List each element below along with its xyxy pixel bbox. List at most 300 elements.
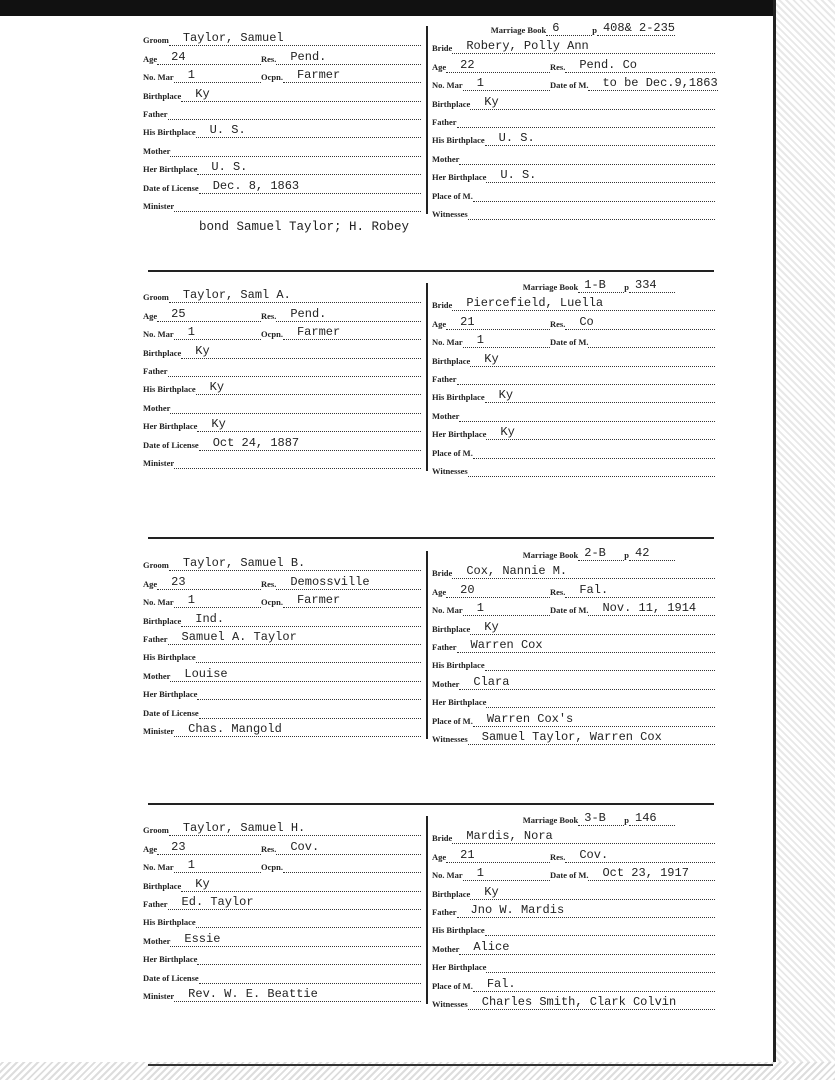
field-value bbox=[197, 686, 421, 700]
field-label: Place of M. bbox=[432, 190, 473, 201]
form-row bbox=[143, 377, 421, 395]
field-label: Witnesses bbox=[432, 998, 468, 1009]
form-field bbox=[261, 576, 421, 590]
form-field bbox=[143, 613, 421, 627]
form-field bbox=[432, 169, 715, 183]
form-field bbox=[550, 76, 718, 91]
field-label: Bride bbox=[432, 833, 453, 844]
form-row bbox=[432, 992, 715, 1010]
field-value: 21 bbox=[446, 316, 550, 330]
form-field bbox=[432, 463, 715, 477]
form-field bbox=[143, 381, 421, 395]
form-row bbox=[432, 403, 715, 421]
field-label: Marriage Book bbox=[522, 550, 579, 560]
form-field bbox=[432, 676, 715, 690]
bond-note: bond Samuel Taylor; H. Robey bbox=[199, 220, 410, 234]
field-value: Taylor, Samuel bbox=[169, 32, 421, 46]
form-field bbox=[432, 584, 550, 598]
form-field bbox=[143, 106, 421, 120]
form-row bbox=[432, 900, 715, 918]
form-field bbox=[143, 649, 421, 663]
field-label: p bbox=[624, 815, 629, 825]
record-separator bbox=[148, 270, 714, 272]
field-value: Ky bbox=[470, 886, 715, 900]
form-row bbox=[143, 719, 421, 737]
form-field bbox=[143, 631, 421, 645]
form-field bbox=[143, 363, 421, 377]
form-field bbox=[143, 326, 261, 340]
form-field bbox=[624, 547, 675, 561]
field-label: Date of M. bbox=[550, 870, 589, 881]
form-row bbox=[432, 918, 715, 936]
form-field bbox=[550, 334, 715, 348]
field-value: to be Dec.9,1863 bbox=[588, 77, 717, 91]
column-divider bbox=[426, 816, 428, 1004]
field-value: Fal. bbox=[565, 584, 715, 598]
field-label: No. Mar bbox=[143, 329, 174, 340]
form-row bbox=[432, 863, 715, 881]
field-label: Birthplace bbox=[432, 623, 471, 634]
field-value: Taylor, Samuel H. bbox=[169, 822, 421, 836]
form-row bbox=[143, 340, 421, 358]
form-field bbox=[143, 723, 421, 737]
form-row bbox=[143, 645, 421, 663]
form-field bbox=[432, 151, 715, 165]
form-row bbox=[432, 955, 715, 973]
field-value: U. S. bbox=[486, 169, 715, 183]
form-field bbox=[143, 970, 421, 984]
marriage-book-ref bbox=[432, 18, 715, 36]
field-value: Fal. bbox=[473, 978, 715, 992]
field-value bbox=[197, 951, 421, 965]
field-value bbox=[196, 649, 421, 663]
field-label: Minister bbox=[143, 990, 175, 1001]
field-value bbox=[457, 114, 715, 128]
field-label: Res. bbox=[550, 318, 566, 329]
field-value bbox=[468, 206, 715, 220]
form-row bbox=[432, 561, 715, 579]
field-label: p bbox=[592, 25, 597, 35]
field-value: Farmer bbox=[283, 326, 421, 340]
form-row bbox=[143, 892, 421, 910]
field-label: Mother bbox=[432, 943, 460, 954]
field-label: Date of M. bbox=[550, 605, 589, 616]
field-label: Her Birthplace bbox=[143, 954, 198, 965]
field-value: Ky bbox=[181, 878, 421, 892]
field-label: Res. bbox=[261, 53, 277, 64]
form-field bbox=[550, 316, 715, 330]
form-row bbox=[143, 590, 421, 608]
field-value: Ky bbox=[181, 345, 421, 359]
form-field bbox=[432, 297, 715, 311]
field-value: Taylor, Samuel B. bbox=[169, 557, 421, 571]
form-row bbox=[432, 422, 715, 440]
field-label: Groom bbox=[143, 825, 169, 836]
field-value: Taylor, Saml A. bbox=[169, 289, 421, 303]
field-value: Ind. bbox=[181, 613, 421, 627]
form-field bbox=[550, 59, 715, 73]
field-label: Her Birthplace bbox=[432, 429, 487, 440]
field-label: No. Mar bbox=[143, 862, 174, 873]
field-value: 1 bbox=[174, 326, 261, 340]
field-label: No. Mar bbox=[432, 605, 463, 616]
form-field bbox=[143, 988, 421, 1002]
form-row bbox=[432, 73, 718, 91]
form-field bbox=[143, 686, 421, 700]
field-value bbox=[473, 188, 715, 202]
form-row bbox=[143, 138, 421, 156]
form-row bbox=[432, 708, 715, 726]
form-field bbox=[261, 841, 421, 855]
form-field bbox=[143, 705, 421, 719]
form-row bbox=[432, 293, 715, 311]
form-field bbox=[432, 132, 715, 146]
field-value bbox=[170, 400, 421, 414]
field-value: Pend. bbox=[276, 308, 421, 322]
form-row bbox=[432, 183, 715, 201]
field-value bbox=[283, 859, 421, 873]
marriage-book-page: 408& 2-235 bbox=[597, 22, 675, 36]
form-field bbox=[523, 812, 624, 826]
field-label: Her Birthplace bbox=[432, 962, 487, 973]
form-field bbox=[432, 657, 715, 671]
field-label: His Birthplace bbox=[432, 392, 485, 403]
marriage-book-number: 2-B bbox=[578, 547, 624, 561]
field-value: Cov. bbox=[565, 849, 715, 863]
field-label: Bride bbox=[432, 568, 453, 579]
field-value bbox=[168, 363, 421, 377]
field-value bbox=[170, 143, 421, 157]
form-row bbox=[432, 653, 715, 671]
field-label: His Birthplace bbox=[432, 660, 485, 671]
field-value: 22 bbox=[446, 59, 550, 73]
field-label: Date of License bbox=[143, 439, 199, 450]
field-value: Ed. Taylor bbox=[168, 896, 421, 910]
form-row bbox=[143, 965, 421, 983]
form-field bbox=[550, 867, 715, 881]
form-row bbox=[432, 973, 715, 991]
form-row bbox=[143, 700, 421, 718]
form-field bbox=[432, 59, 550, 73]
field-label: Res. bbox=[550, 851, 566, 862]
field-value: Oct 24, 1887 bbox=[199, 437, 421, 451]
column-divider bbox=[426, 551, 428, 739]
field-label: Marriage Book bbox=[490, 25, 547, 35]
form-row bbox=[432, 36, 715, 54]
field-label: Birthplace bbox=[143, 615, 182, 626]
field-value: Ky bbox=[197, 418, 421, 432]
form-field bbox=[143, 345, 421, 359]
form-row bbox=[143, 663, 421, 681]
field-label: Her Birthplace bbox=[432, 697, 487, 708]
form-field bbox=[432, 206, 715, 220]
field-label: Father bbox=[143, 633, 168, 644]
form-row bbox=[143, 65, 421, 83]
field-label: Mother bbox=[143, 935, 171, 946]
form-field bbox=[432, 188, 715, 202]
field-label: Birthplace bbox=[143, 880, 182, 891]
form-row bbox=[432, 367, 715, 385]
form-row bbox=[432, 330, 715, 348]
field-label: p bbox=[624, 550, 629, 560]
form-field bbox=[143, 668, 421, 682]
field-label: Father bbox=[143, 898, 168, 909]
form-field bbox=[432, 77, 550, 91]
form-field bbox=[143, 400, 421, 414]
field-value: Ky bbox=[196, 381, 421, 395]
form-field bbox=[432, 426, 715, 440]
field-label: Age bbox=[432, 851, 447, 862]
form-field bbox=[432, 867, 550, 881]
form-field bbox=[432, 334, 550, 348]
field-label: Bride bbox=[432, 300, 453, 311]
field-label: Father bbox=[432, 116, 457, 127]
field-label: Witnesses bbox=[432, 465, 468, 476]
groom-column bbox=[143, 285, 421, 469]
form-field bbox=[550, 602, 715, 616]
field-label: Birthplace bbox=[432, 888, 471, 899]
field-label: Birthplace bbox=[143, 347, 182, 358]
marriage-book-page: 334 bbox=[629, 279, 675, 293]
form-row bbox=[432, 826, 715, 844]
field-value: Ky bbox=[470, 353, 715, 367]
form-field bbox=[432, 40, 715, 54]
field-value: Ky bbox=[181, 88, 421, 102]
field-label: No. Mar bbox=[432, 80, 463, 91]
field-value: Clara bbox=[459, 676, 715, 690]
field-label: Her Birthplace bbox=[143, 689, 198, 700]
form-row bbox=[432, 727, 715, 745]
form-field bbox=[143, 180, 421, 194]
field-value: Mardis, Nora bbox=[452, 830, 715, 844]
field-value: 20 bbox=[446, 584, 550, 598]
field-value bbox=[485, 922, 715, 936]
field-label: Ocpn. bbox=[261, 329, 283, 340]
form-row bbox=[143, 608, 421, 626]
form-field bbox=[432, 978, 715, 992]
field-value: 1 bbox=[174, 69, 261, 83]
form-row bbox=[432, 459, 715, 477]
form-field bbox=[624, 812, 675, 826]
field-value: Warren Cox's bbox=[473, 713, 715, 727]
form-row bbox=[432, 440, 715, 458]
field-label: Minister bbox=[143, 725, 175, 736]
field-value bbox=[199, 705, 421, 719]
field-label: No. Mar bbox=[432, 870, 463, 881]
form-field bbox=[550, 849, 715, 863]
field-label: Res. bbox=[261, 843, 277, 854]
marriage-book-number: 1-B bbox=[578, 279, 624, 293]
field-value: U. S. bbox=[196, 124, 421, 138]
field-value bbox=[457, 371, 715, 385]
form-row bbox=[432, 671, 715, 689]
form-field bbox=[523, 279, 624, 293]
field-value: 1 bbox=[463, 867, 550, 881]
field-label: Groom bbox=[143, 292, 169, 303]
field-value: U. S. bbox=[485, 132, 715, 146]
scan-edge-noise bbox=[776, 0, 835, 1080]
field-value bbox=[174, 455, 421, 469]
form-row bbox=[143, 984, 421, 1002]
field-label: Father bbox=[143, 365, 168, 376]
form-field bbox=[143, 124, 421, 138]
field-label: Age bbox=[432, 318, 447, 329]
field-value: Charles Smith, Clark Colvin bbox=[468, 996, 715, 1010]
field-value bbox=[168, 106, 421, 120]
form-field bbox=[143, 878, 421, 892]
form-field bbox=[143, 161, 421, 175]
form-field bbox=[143, 69, 261, 83]
marriage-book-ref bbox=[432, 808, 715, 826]
field-value: Oct 23, 1917 bbox=[588, 867, 715, 881]
form-field bbox=[261, 326, 421, 340]
column-divider bbox=[426, 283, 428, 471]
form-row bbox=[143, 414, 421, 432]
form-field bbox=[432, 565, 715, 579]
field-value: 1 bbox=[463, 334, 550, 348]
field-label: Date of License bbox=[143, 972, 199, 983]
field-label: Age bbox=[143, 53, 158, 64]
form-row bbox=[432, 110, 715, 128]
form-row bbox=[143, 451, 421, 469]
field-value: Piercefield, Luella bbox=[452, 297, 715, 311]
field-label: Age bbox=[143, 578, 158, 589]
form-row bbox=[432, 579, 715, 597]
form-field bbox=[432, 114, 715, 128]
field-label: Ocpn. bbox=[261, 597, 283, 608]
field-label: Age bbox=[432, 586, 447, 597]
field-value: Pend. bbox=[276, 51, 421, 65]
form-row bbox=[432, 881, 715, 899]
marriage-book-ref bbox=[432, 543, 715, 561]
field-label: Mother bbox=[432, 410, 460, 421]
field-label: Date of M. bbox=[550, 337, 589, 348]
bride-column bbox=[432, 543, 715, 745]
field-value: Warren Cox bbox=[457, 639, 715, 653]
field-label: His Birthplace bbox=[432, 135, 485, 146]
form-field bbox=[143, 289, 421, 303]
form-row bbox=[143, 553, 421, 571]
field-value bbox=[486, 694, 715, 708]
field-label: Father bbox=[432, 906, 457, 917]
form-field bbox=[432, 353, 715, 367]
field-label: Place of M. bbox=[432, 447, 473, 458]
field-label: Date of License bbox=[143, 707, 199, 718]
scan-top-border bbox=[0, 0, 835, 16]
field-value: Rev. W. E. Beattie bbox=[174, 988, 421, 1002]
form-row bbox=[143, 818, 421, 836]
form-field bbox=[143, 308, 261, 322]
form-field bbox=[261, 51, 421, 65]
form-field bbox=[143, 576, 261, 590]
form-row bbox=[143, 157, 421, 175]
field-value: 1 bbox=[174, 859, 261, 873]
form-row bbox=[143, 571, 421, 589]
field-value bbox=[199, 970, 421, 984]
form-row bbox=[432, 348, 715, 366]
form-field bbox=[143, 933, 421, 947]
form-row bbox=[143, 855, 421, 873]
form-row bbox=[143, 432, 421, 450]
field-value bbox=[485, 657, 715, 671]
form-field bbox=[143, 88, 421, 102]
field-value: Ky bbox=[470, 96, 715, 110]
field-value: Louise bbox=[170, 668, 421, 682]
form-field bbox=[432, 886, 715, 900]
field-label: Marriage Book bbox=[522, 815, 579, 825]
field-value: Essie bbox=[170, 933, 421, 947]
field-value: 1 bbox=[463, 602, 550, 616]
field-label: p bbox=[624, 282, 629, 292]
field-value bbox=[174, 198, 421, 212]
field-label: Mother bbox=[432, 678, 460, 689]
form-row bbox=[143, 395, 421, 413]
marriage-book-page: 42 bbox=[629, 547, 675, 561]
form-field bbox=[432, 602, 550, 616]
form-field bbox=[432, 316, 550, 330]
field-value: Cov. bbox=[276, 841, 421, 855]
bride-column bbox=[432, 808, 715, 1010]
field-label: Age bbox=[432, 61, 447, 72]
field-label: Bride bbox=[432, 43, 453, 54]
field-label: Date of M. bbox=[550, 80, 589, 91]
field-value: Robery, Polly Ann bbox=[452, 40, 715, 54]
form-row bbox=[432, 146, 715, 164]
field-label: Res. bbox=[550, 61, 566, 72]
marriage-book-page: 146 bbox=[629, 812, 675, 826]
form-field bbox=[432, 731, 715, 745]
form-row bbox=[143, 120, 421, 138]
scan-right-border bbox=[773, 0, 776, 1070]
field-value: Ky bbox=[485, 389, 715, 403]
form-field bbox=[523, 547, 624, 561]
form-field bbox=[432, 849, 550, 863]
form-field bbox=[491, 22, 592, 36]
form-row bbox=[143, 175, 421, 193]
field-label: Witnesses bbox=[432, 208, 468, 219]
groom-column bbox=[143, 818, 421, 1002]
field-label: Res. bbox=[261, 578, 277, 589]
field-label: Witnesses bbox=[432, 733, 468, 744]
form-field bbox=[432, 922, 715, 936]
field-value: Demossville bbox=[276, 576, 421, 590]
field-value: Pend. Co bbox=[565, 59, 715, 73]
field-value: Jno W. Mardis bbox=[457, 904, 715, 918]
marriage-book-number: 3-B bbox=[578, 812, 624, 826]
field-label: His Birthplace bbox=[143, 652, 196, 663]
form-field bbox=[432, 408, 715, 422]
form-field bbox=[432, 941, 715, 955]
form-field bbox=[261, 594, 421, 608]
form-row bbox=[143, 28, 421, 46]
form-row bbox=[432, 385, 715, 403]
field-label: Her Birthplace bbox=[143, 164, 198, 175]
field-value: Samuel Taylor, Warren Cox bbox=[468, 731, 715, 745]
field-label: No. Mar bbox=[143, 72, 174, 83]
field-value: Samuel A. Taylor bbox=[168, 631, 421, 645]
form-row bbox=[143, 873, 421, 891]
form-field bbox=[143, 51, 261, 65]
field-value bbox=[588, 334, 715, 348]
form-field bbox=[143, 841, 261, 855]
field-value: 23 bbox=[157, 841, 261, 855]
form-row bbox=[432, 311, 715, 329]
form-field bbox=[432, 621, 715, 635]
form-field bbox=[432, 713, 715, 727]
field-value: 1 bbox=[463, 77, 550, 91]
field-label: Minister bbox=[143, 200, 175, 211]
form-field bbox=[432, 445, 715, 459]
